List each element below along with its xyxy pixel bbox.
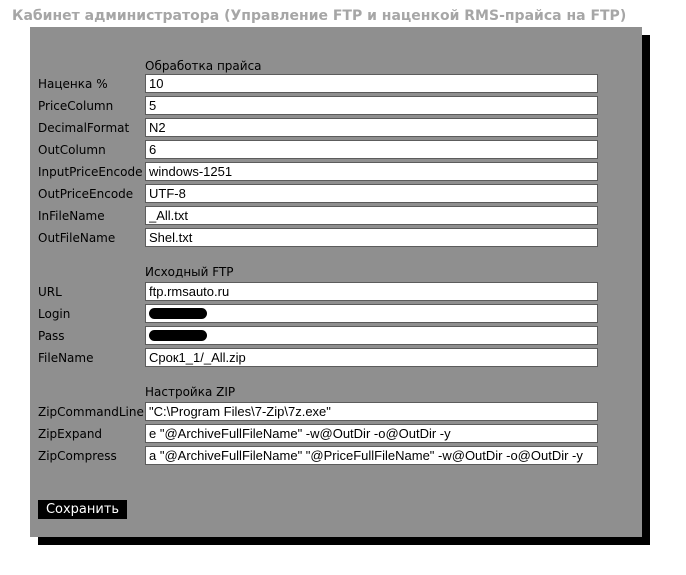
label-out-file-name: OutFileName (38, 231, 116, 245)
section-title-ftp: Исходный FTP (145, 265, 234, 279)
label-out-column: OutColumn (38, 143, 106, 157)
settings-panel (30, 27, 642, 537)
redaction-mark (149, 308, 207, 319)
label-pass: Pass (38, 329, 65, 343)
in-file-name-input[interactable] (145, 206, 598, 225)
label-file-name: FileName (38, 351, 94, 365)
login-input[interactable] (145, 304, 598, 323)
markup-input[interactable] (145, 74, 598, 93)
section-title-price: Обработка прайса (145, 59, 262, 73)
out-price-encode-input[interactable] (145, 184, 598, 203)
label-url: URL (38, 285, 62, 299)
decimal-format-input[interactable] (145, 118, 598, 137)
out-file-name-input[interactable] (145, 228, 598, 247)
url-input[interactable] (145, 282, 598, 301)
redaction-mark (149, 330, 207, 341)
save-button[interactable]: Сохранить (38, 500, 127, 519)
price-column-input[interactable] (145, 96, 598, 115)
zip-expand-input[interactable] (145, 424, 598, 443)
label-in-file-name: InFileName (38, 209, 105, 223)
zip-compress-input[interactable] (145, 446, 598, 465)
password-input[interactable] (145, 326, 598, 345)
out-column-input[interactable] (145, 140, 598, 159)
label-zip-compress: ZipCompress (38, 449, 117, 463)
page-title: Кабинет администратора (Управление FTP и наценкой RMS-прайса на FTP) (12, 8, 627, 24)
label-login: Login (38, 307, 71, 321)
zip-command-line-input[interactable] (145, 402, 598, 421)
label-zip-command-line: ZipCommandLine (38, 405, 144, 419)
input-price-encode-input[interactable] (145, 162, 598, 181)
label-decimal-format: DecimalFormat (38, 121, 130, 135)
label-markup: Наценка % (38, 77, 108, 91)
label-out-price-encode: OutPriceEncode (38, 187, 134, 201)
label-price-column: PriceColumn (38, 99, 114, 113)
section-title-zip: Настройка ZIP (145, 385, 236, 399)
label-input-price-encode: InputPriceEncode (38, 165, 143, 179)
file-name-input[interactable] (145, 348, 598, 367)
label-zip-expand: ZipExpand (38, 427, 103, 441)
